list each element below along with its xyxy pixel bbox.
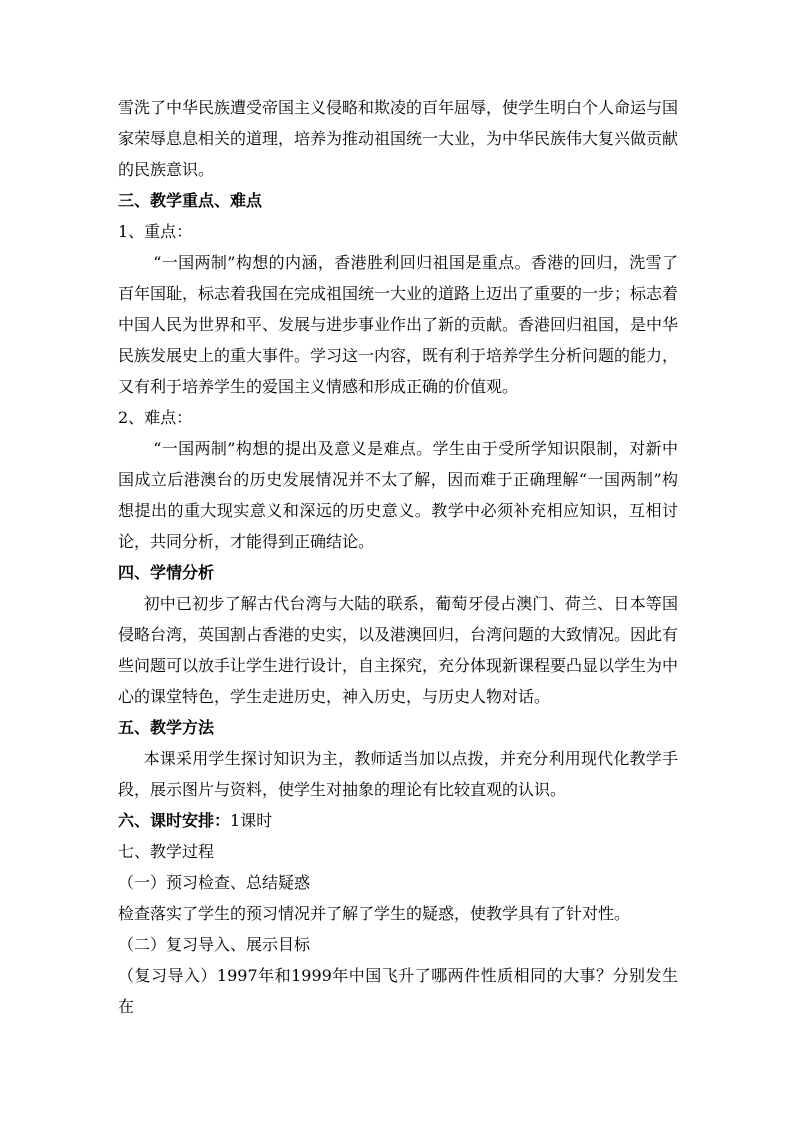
key-point-paragraph: “一国两制”构想的内涵，香港胜利回归祖国是重点。香港的回归，洗雪了百年国耻，标志着我国在完成祖国统一大业的道路上迈出了重要的一步；标志着中国人民为世界和平、发展与进步事业作出了新的贡献。香港回归祖国，是中华民族发展史上的重大事件。学习这一内容，既有利于培养学生分析问题的能力，又有利于培养学生的爱国主义情感和形成正确的价值观。 [118, 253, 679, 396]
section-heading-teaching-method: 五、教学方法 [118, 718, 215, 737]
difficulty-paragraph: “一国两制”构想的提出及意义是难点。学生由于受所学知识限制，对新中国成立后港澳台的历史发展情况并不太了解，因而难于正确理解“一国两制”构想提出的重大现实意义和深远的历史意义。教学中必须补充相应知识，互相讨论，共同分析，才能得到正确结论。 [118, 439, 678, 551]
teaching-method-paragraph: 本课采用学生探讨知识为主，教师适当加以点拨，并充分利用现代化教学手段，展示图片与资料，使学生对抽象的理论有比较直观的认识。 [118, 749, 678, 799]
class-hours-label: 六、课时安排： [118, 811, 231, 830]
student-analysis-paragraph: 初中已初步了解古代台湾与大陆的联系，葡萄牙侵占澳门、荷兰、日本等国侵略台湾，英国割占香港的史实，以及港澳回归，台湾问题的大致情况。因此有些问题可以放手让学生进行设计，自主探究，充分体现新课程要凸显以学生为中心的课堂特色，学生走进历史，神入历史，与历史人物对话。 [118, 594, 679, 706]
step-one-paragraph: 检查落实了学生的预习情况并了解了学生的疑惑，使教学具有了针对性。 [118, 904, 631, 923]
step-two-heading: （二）复习导入、展示目标 [118, 935, 311, 954]
subheading-key-point: 1、重点： [118, 222, 193, 241]
subheading-difficulty: 2、难点： [118, 408, 193, 427]
intro-paragraph: 雪洗了中华民族遭受帝国主义侵略和欺凌的百年屈辱，使学生明白个人命运与国家荣辱息息相关的道理，培养为推动祖国统一大业，为中华民族伟大复兴做贡献的民族意识。 [118, 98, 679, 179]
step-two-paragraph: （复习导入）1997年和1999年中国飞升了哪两件性质相同的大事？分别发生在 [118, 966, 678, 1016]
section-heading-student-analysis: 四、学情分析 [118, 563, 215, 582]
class-hours-line [118, 805, 678, 836]
document-page [118, 92, 678, 1022]
section-heading-teaching-process: 七、教学过程 [118, 842, 215, 861]
class-hours-value: 1课时 [230, 811, 273, 830]
section-heading-key-points: 三、教学重点、难点 [118, 191, 263, 210]
step-one-heading: （一）预习检查、总结疑惑 [118, 873, 311, 892]
